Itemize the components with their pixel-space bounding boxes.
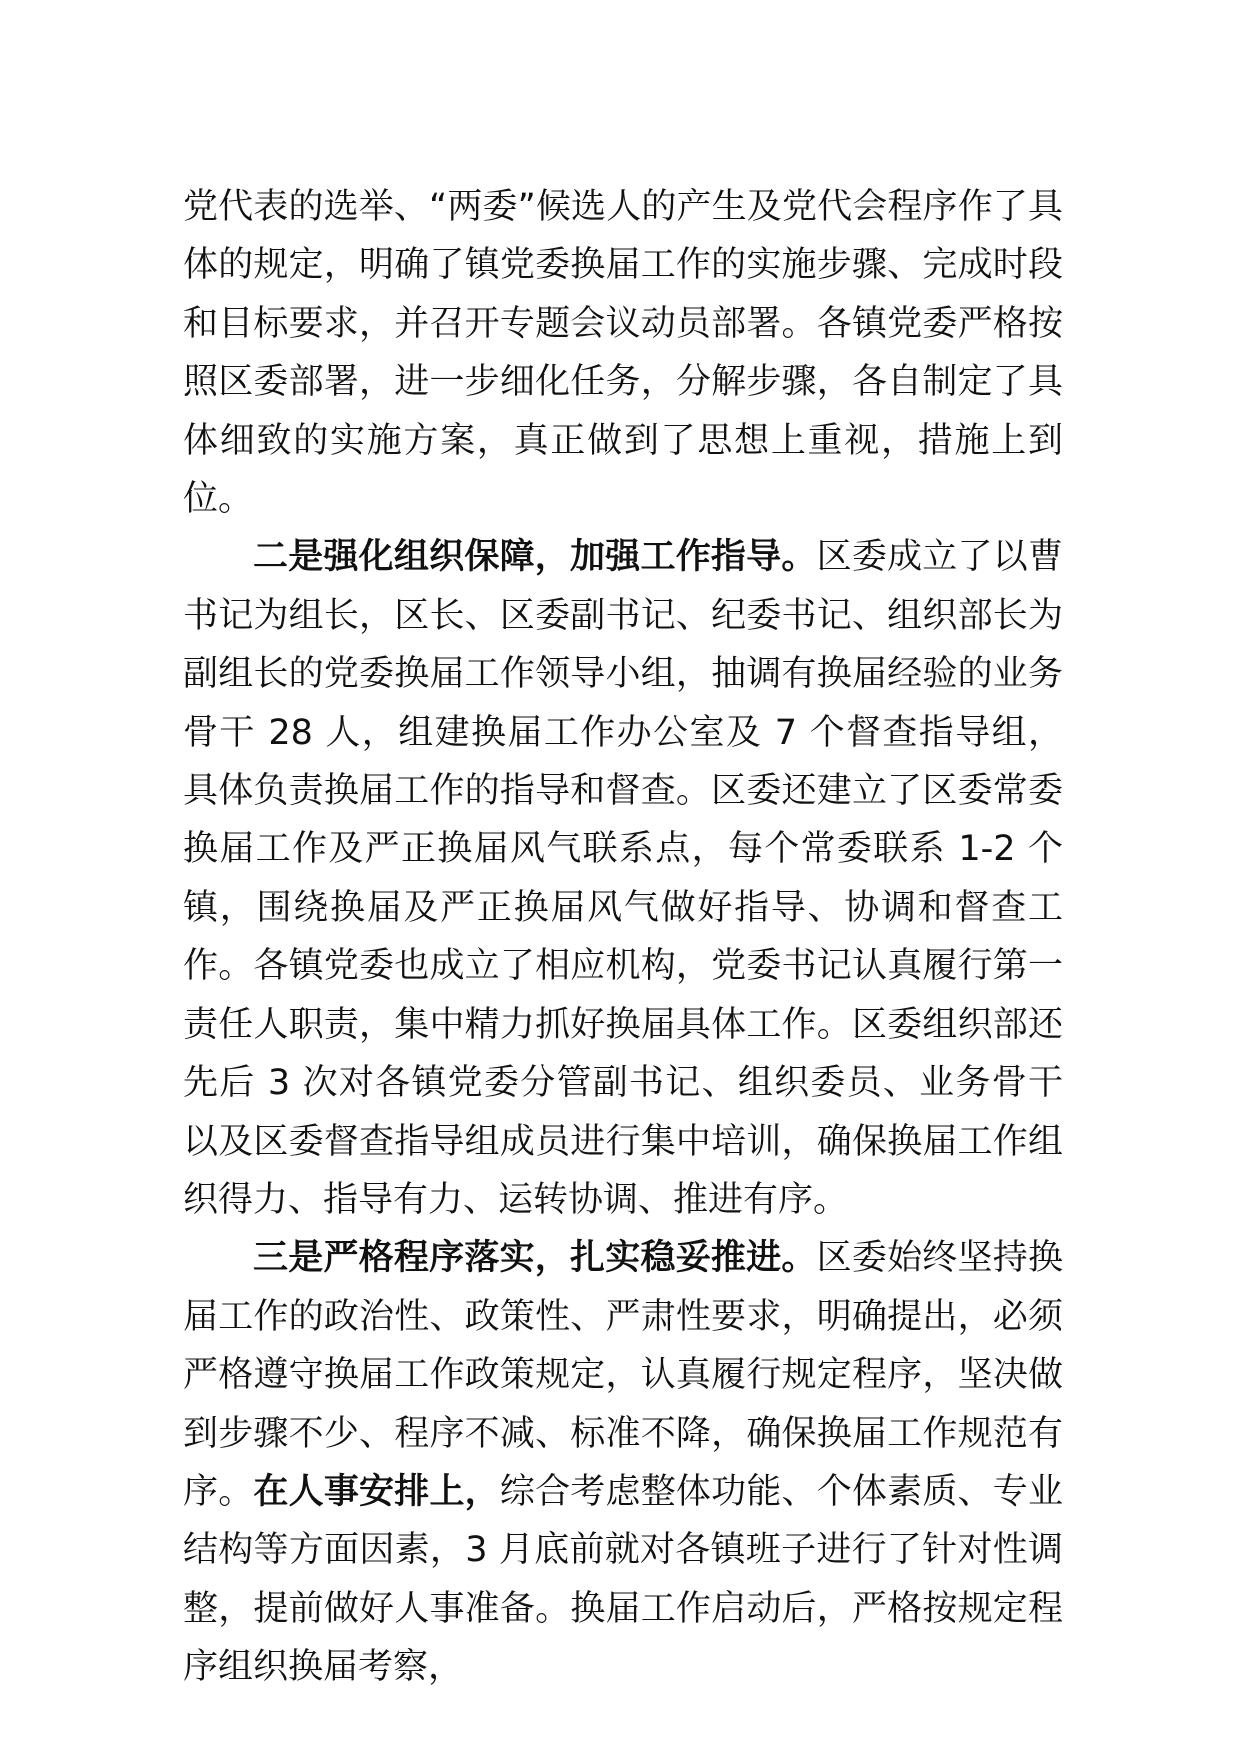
paragraph-2: [183, 528, 1063, 1229]
paragraph-3-text-continued: 综合考虑整体功能、个体素质、专业结构等方面因素，3 月底前就对各镇班子进行了针对性调整，提前做好人事准备。换届工作启动后，严格按规定程序组织换届考察，: [183, 1471, 1063, 1688]
paragraph-3-subheading: 在人事安排上，: [253, 1471, 500, 1512]
paragraph-1-text: 党代表的选举、“两委”候选人的产生及党代会程序作了具体的规定，明确了镇党委换届工作的实施步骤、完成时段和目标要求，并召开专题会议动员部署。各镇党委严格按照区委部署，进一步细化任务，分解步骤，各自制定了具体细致的实施方案，真正做到了思想上重视，措施上到位。: [183, 187, 1063, 520]
paragraph-3-heading: 三是严格程序落实，扎实稳妥推进。: [253, 1238, 817, 1279]
paragraph-1: [183, 178, 1063, 528]
document-body: [183, 178, 1063, 1697]
paragraph-2-text: 区委成立了以曹书记为组长，区长、区委副书记、纪委书记、组织部长为副组长的党委换届工作领导小组，抽调有换届经验的业务骨干 28 人，组建换届工作办公室及 7 个督查指导组，具体负责换届工作的指导和督查。区委还建立了区委常委换届工作及严正换届风气联系点，每个常委联系 1-2 个镇，围绕换届及严正换届风气做好指导、协调和督查工作。各镇党委也成立了相应机构，党委书记认真履行第一责任人职责，集中精力抓好换届具体工作。区委组织部还先后 3 次对各镇党委分管副书记、组织委员、业务骨干以及区委督查指导组成员进行集中培训，确保换届工作组织得力、指导有力、运转协调、推进有序。: [183, 537, 1063, 1220]
paragraph-3: [183, 1229, 1063, 1696]
paragraph-2-heading: 二是强化组织保障，加强工作指导。: [253, 537, 817, 578]
paragraph-3-text: 区委始终坚持换届工作的政治性、政策性、严肃性要求，明确提出，必须严格遵守换届工作政策规定，认真履行规定程序，坚决做到步骤不少、程序不减、标准不降，确保换届工作规范有序。: [183, 1238, 1063, 1512]
